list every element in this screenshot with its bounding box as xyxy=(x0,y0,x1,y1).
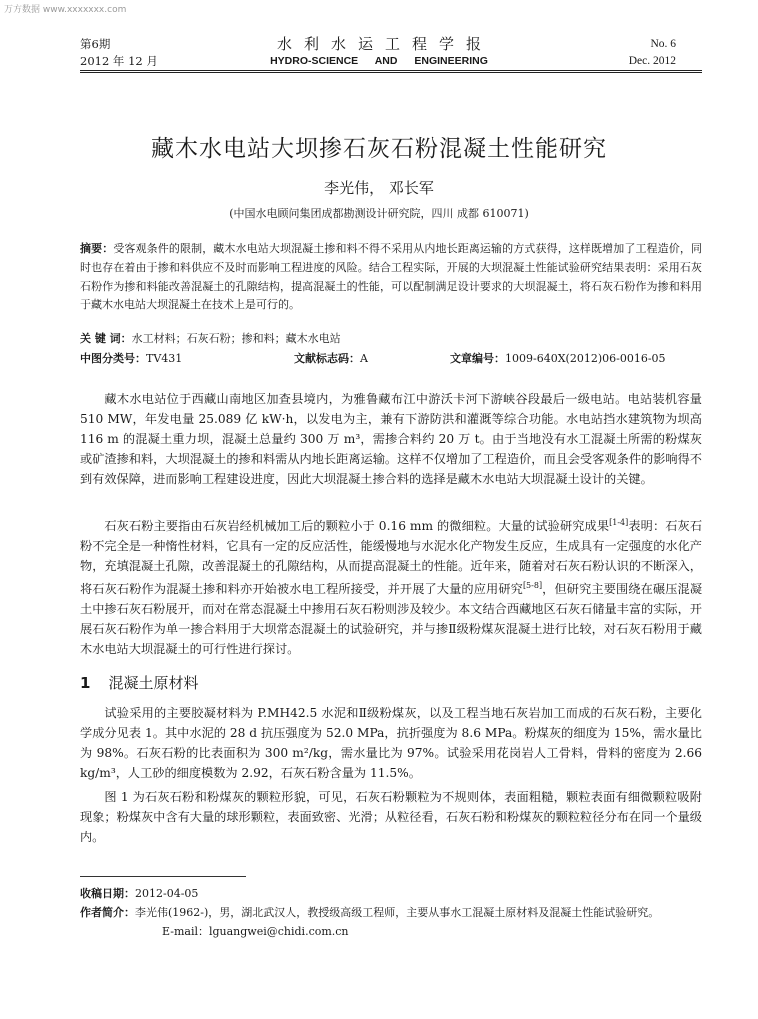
section-title: 混凝土原材料 xyxy=(108,674,199,692)
header-issue-en xyxy=(629,36,676,70)
header-rule-double xyxy=(80,72,702,73)
p2-text-a: 石灰石粉主要指由石灰岩经机械加工后的颗粒小于 0.16 mm 的微细粒。大量的试验研究成果 xyxy=(104,519,610,534)
abstract-label: 摘要： xyxy=(80,242,114,255)
article-authors: 李光伟， 邓长军 xyxy=(324,179,434,197)
doc-code-value: A xyxy=(360,352,368,365)
p2-text-b: 表明：石灰石粉不完全是一种惰性材料，它具有一定的反应活性，能缓慢地与水泥水化产物发生反应，生成具有一定强度的水化产物，充填混凝土孔隙，改善混凝土的孔隙结构，从而提高混凝土的性能。近年来，随着对石灰石粉认识的不断深入，将石灰石粉作为混凝土掺和料亦开始被水电工程所接受，并开展了大量的应用研究 xyxy=(80,519,703,597)
citation-1: [1-4] xyxy=(609,518,629,527)
abstract xyxy=(80,240,702,315)
doc-code xyxy=(294,350,368,366)
abstract-text: 受客观条件的限制，藏木水电站大坝混凝土掺和料不得不采用从内地长距离运输的方式获得，这样既增加了工程造价，同时也存在着由于掺和料供应不及时而影响工程进度的风险。结合工程实际，开展的大坝混凝土性能试验研究结果表明：采用石灰石粉作为掺和料能改善混凝土的孔隙结构，提高混凝土的性能，可以配制满足设计要求的大坝混凝土，将石灰石粉作为掺和料用于藏木水电站大坝混凝土在技术上是可行的。 xyxy=(80,242,702,312)
footnote xyxy=(80,884,720,941)
doc-code-label: 文献标志码： xyxy=(294,352,360,365)
clc-value: TV431 xyxy=(146,352,183,365)
received-label: 收稿日期： xyxy=(80,887,135,900)
issue-en: No. 6 xyxy=(650,38,676,50)
body-paragraph-4: 图 1 为石灰石粉和粉煤灰的颗粒形貌，可见，石灰石粉颗粒为不规则体，表面粗糙，颗粒表面有细微颗粒吸附现象；粉煤灰中含有大量的球形颗粒，表面致密、光滑；从粒径看，石灰石粉和粉煤灰的颗粒粒径分布在同一个量级内。 xyxy=(80,790,702,844)
watermark: 万方数据 www.xxxxxxx.com xyxy=(4,5,127,15)
article-no-label: 文章编号： xyxy=(450,352,505,365)
bio-label: 作者简介： xyxy=(80,906,135,919)
author-bio xyxy=(80,903,720,922)
citation-2: [5-8] xyxy=(522,581,543,591)
article-affiliation: (中国水电顾问集团成都勘测设计研究院，四川 成都 610071) xyxy=(229,207,529,220)
header-rule xyxy=(80,70,702,71)
received-value: 2012-04-05 xyxy=(135,887,199,900)
clc-label: 中图分类号： xyxy=(80,352,146,365)
footnote-rule xyxy=(80,876,246,877)
clc xyxy=(80,350,182,366)
body-paragraph-2 xyxy=(80,513,702,659)
p2-text-c: ，但研究主要围绕在碾压混凝土中掺石灰石粉展开，而对在常态混凝土中掺用石灰石粉则涉及较少。本文结合西藏地区石灰石储量丰富的实际，开展石灰石粉作为单一掺合料用于大坝常态混凝土的试验研究，并与掺Ⅱ级粉煤灰混凝土进行比较，对石灰石粉用于藏木水电站大坝混凝土的可行性进行探讨。 xyxy=(80,582,703,657)
body-paragraph-3: 试验采用的主要胶凝材料为 P.MH42.5 水泥和Ⅱ级粉煤灰，以及工程当地石灰岩加工而成的石灰石粉，主要化学成分见表 1。其中水泥的 28 d 抗压强度为 52.0 MPa，抗折强度为 8.6 MPa。粉煤灰的细度为 15%，需水量比为 98%。石灰石粉的比表面积为 300 m²/kg，需水量比为 97%。试验采用花岗岩人工骨料，骨料的密度为 2.66 kg/m³，人工砂的细度模数为 2.92，石灰石粉含量为 11.5%。 xyxy=(80,706,702,780)
date-en: Dec. 2012 xyxy=(628,55,676,67)
journal-cn: 水利水运工程学报 xyxy=(276,35,493,53)
journal-en: HYDRO-SCIENCE AND ENGINEERING xyxy=(270,55,488,67)
article-no-value: 1009-640X(2012)06-0016-05 xyxy=(505,352,666,365)
article-title: 藏木水电站大坝掺石灰石粉混凝土性能研究 xyxy=(151,136,607,162)
author-email: E-mail：lguangwei@chidi.com.cn xyxy=(162,925,349,938)
section-heading-1 xyxy=(80,672,198,693)
date-cn: 2012 年 12 月 xyxy=(80,54,158,68)
keywords-text: 水工材料；石灰石粉；掺和料；藏木水电站 xyxy=(131,332,341,345)
section-number: 1 xyxy=(80,674,91,692)
issue-cn: 第6期 xyxy=(80,37,111,51)
keywords-label: 关 键 词： xyxy=(80,332,132,345)
keywords xyxy=(80,330,341,346)
body-paragraph-1: 藏木水电站位于西藏山南地区加查县境内，为雅鲁藏布江中游沃卡河下游峡谷段最后一级电站。电站装机容量 510 MW，年发电量 25.089 亿 kW·h，以发电为主，兼有下游防洪和灌溉等综合功能。水电站挡水建筑物为坝高 116 m 的混凝土重力坝，混凝土总量约 300 万 m³，需掺合料约 20 万 t。由于当地没有水工混凝土所需的粉煤灰或矿渣掺和料，大坝混凝土的掺和料需从内地长距离运输。这样不仅增加了工程造价，而且会受客观条件的影响得不到有效保障，进而影响工程建设进度，因此大坝混凝土掺合料的选择是藏木水电站大坝混凝土设计的关键。 xyxy=(80,392,702,486)
received-date xyxy=(80,884,720,903)
article-no xyxy=(450,350,666,366)
bio-value: 李光伟(1962-)，男，湖北武汉人，教授级高级工程师，主要从事水工混凝土原材料及混凝土性能试验研究。 xyxy=(135,906,660,919)
